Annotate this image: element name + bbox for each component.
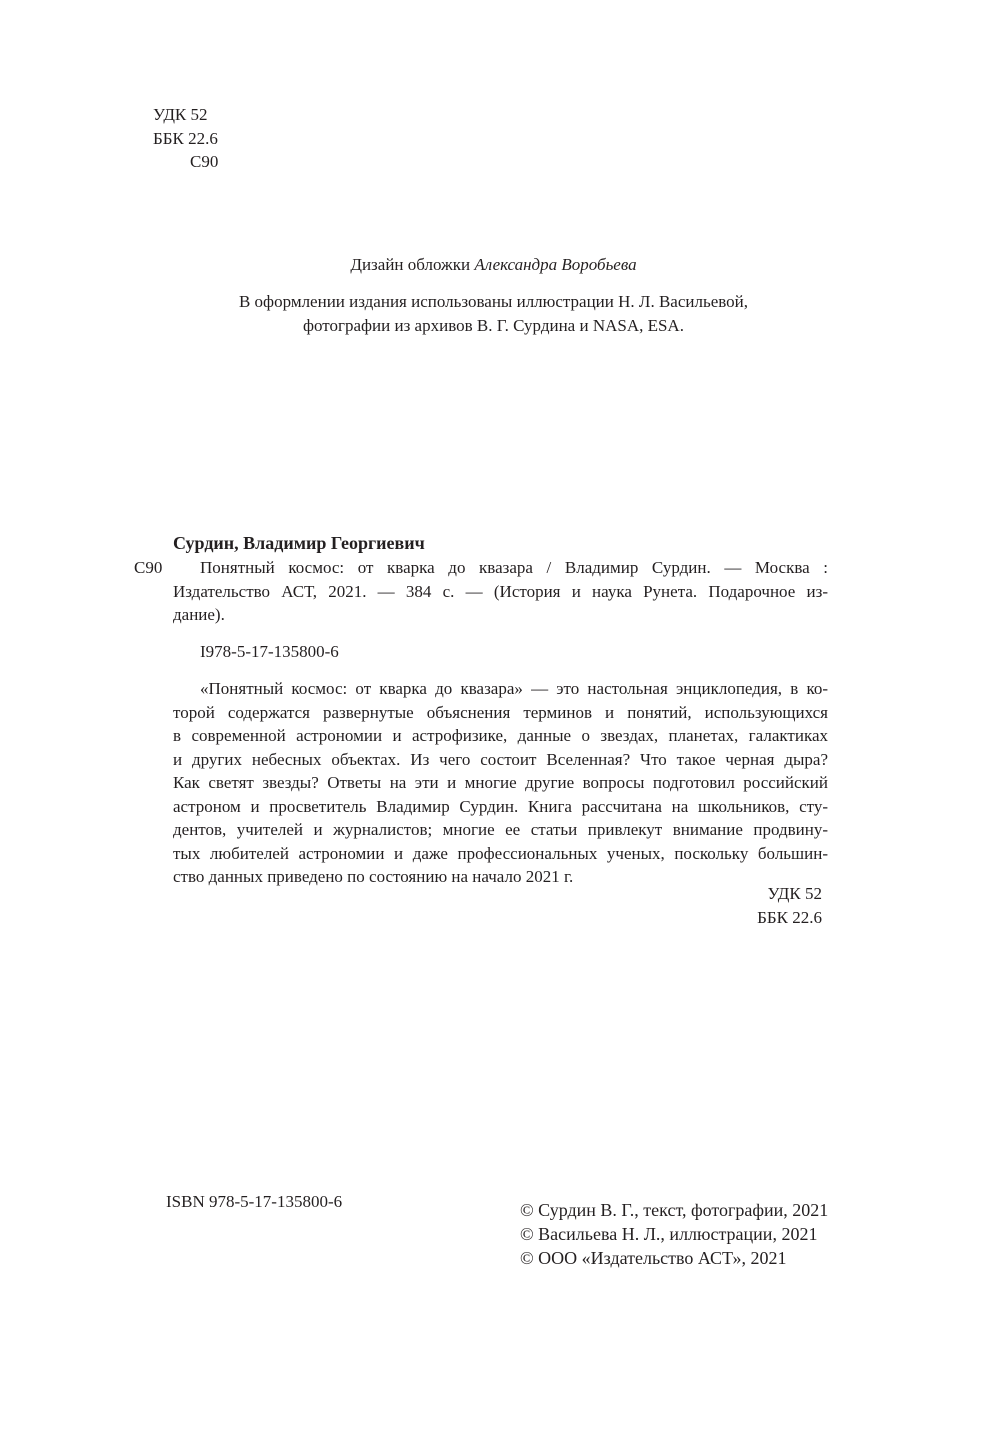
bibliographic-line: Понятный космос: от кварка до квазара / Владимир Сурдин. — Москва : <box>200 558 828 577</box>
abstract-line: в современной астрономии и астрофизике, данные о звездах, планетах, галактиках <box>173 726 828 745</box>
bibliographic-description <box>173 556 828 627</box>
bibliographic-line: Издательство АСТ, 2021. — 384 с. — (История и наука Рунета. Подарочное из- <box>173 581 828 601</box>
classification-top <box>153 103 218 174</box>
abstract-line: «Понятный космос: от кварка до квазара» — это настольная энциклопедия, в ко- <box>200 679 828 698</box>
abstract-line: и других небесных объектах. Из чего состоит Вселенная? Что такое черная дыра? <box>173 749 828 769</box>
illustrations-note-line: фотографии из архивов В. Г. Сурдина и NASA, ESA. <box>303 315 684 335</box>
cover-design-credit <box>0 253 987 277</box>
abstract-line: тых любителей астрономии и даже профессиональных ученых, поскольку большин- <box>173 843 828 863</box>
isbn: ISBN 978-5-17-135800-6 <box>166 1192 343 1211</box>
bbk-code-top: ББК 22.6 <box>153 128 218 148</box>
author-code-top: С90 <box>190 152 219 171</box>
illustrations-note <box>0 290 987 337</box>
udk-code-bottom: УДК 52 <box>767 884 822 903</box>
abstract <box>173 677 828 889</box>
abstract-line: торой содержатся развернутые объяснения терминов и понятий, использующихся <box>173 702 828 722</box>
copyright-line: © ООО «Издательство АСТ», 2021 <box>520 1248 787 1268</box>
author-code: С90 <box>134 558 163 577</box>
abstract-line: ство данных приведено по состоянию на начало 2021 г. <box>173 867 574 886</box>
abstract-line: Как светят звезды? Ответы на эти и многие другие вопросы подготовил российский <box>173 773 828 792</box>
udk-code-top: УДК 52 <box>153 105 208 124</box>
classification-bottom <box>700 882 822 929</box>
bibliographic-line: дание). <box>173 605 225 624</box>
abstract-line: астроном и просветитель Владимир Сурдин. Книга рассчитана на школьников, сту- <box>173 796 828 816</box>
cover-design-label: Дизайн обложки <box>350 255 471 274</box>
cover-designer-name: Александра Воробьева <box>474 255 637 274</box>
copyright-line: © Васильева Н. Л., иллюстрации, 2021 <box>520 1224 818 1244</box>
copyright-block <box>520 1198 828 1270</box>
author-heading: Сурдин, Владимир Георгиевич <box>173 533 425 553</box>
copyright-line: © Сурдин В. Г., текст, фотографии, 2021 <box>520 1200 829 1220</box>
illustrations-note-line: В оформлении издания использованы иллюстрации Н. Л. Васильевой, <box>238 292 749 311</box>
catalog-isbn: I978-5-17-135800-6 <box>200 642 339 661</box>
abstract-line: дентов, учителей и журналистов; многие ее статьи привлекут внимание продвину- <box>173 820 828 839</box>
bbk-code-bottom: ББК 22.6 <box>757 907 822 927</box>
